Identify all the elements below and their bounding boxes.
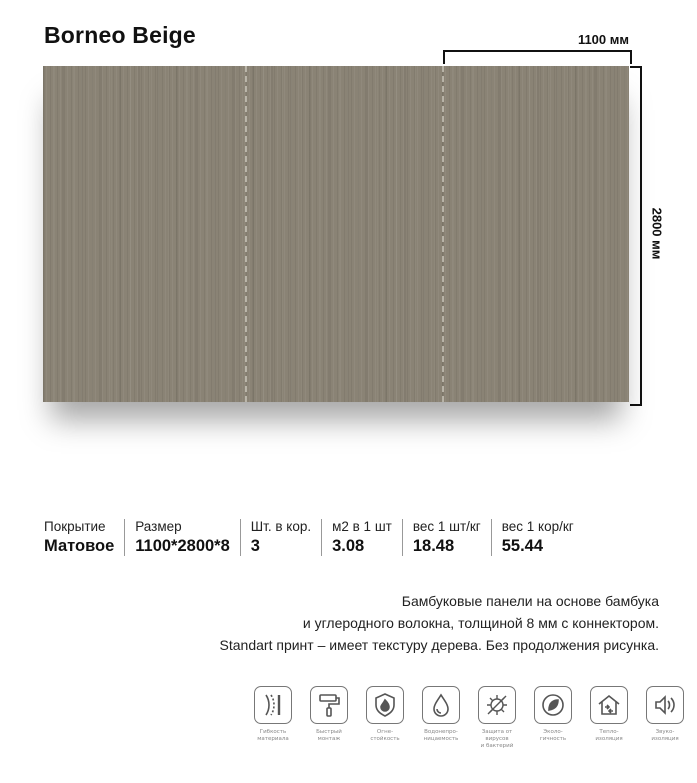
- product-panel-image: [43, 66, 629, 402]
- spec-value: 3.08: [332, 537, 365, 555]
- feature-thermal: [582, 686, 636, 750]
- width-dimension-label: 1100 мм: [577, 32, 629, 47]
- feature-sound: [638, 686, 692, 750]
- eco-icon: [534, 686, 572, 724]
- height-dimension-line: [630, 66, 642, 406]
- fire-shield-icon: [366, 686, 404, 724]
- panel-seam: [442, 66, 444, 402]
- spec-area-per-piece: [321, 519, 402, 556]
- spec-label: Шт. в кор.: [250, 519, 312, 534]
- feature-eco: [526, 686, 580, 750]
- feature-fire-resistance: [358, 686, 412, 750]
- flexibility-icon: [254, 686, 292, 724]
- feature-label: Тепло- изоляция: [595, 729, 623, 742]
- spec-value: Матовое: [44, 537, 115, 555]
- feature-flexibility: [246, 686, 300, 750]
- spec-value: 55.44: [501, 537, 544, 555]
- description-line: и углеродного волокна, толщиной 8 мм с коннектором.: [302, 615, 659, 631]
- feature-label: Огне- стойкость: [370, 729, 400, 742]
- spec-label: вес 1 шт/кг: [412, 519, 481, 534]
- feature-icons: [246, 686, 692, 750]
- panel-texture: [43, 66, 629, 402]
- feature-waterproof: [414, 686, 468, 750]
- panel-seam: [245, 66, 247, 402]
- product-title: Borneo Beige: [44, 22, 196, 48]
- spec-label: м2 в 1 шт: [332, 519, 392, 534]
- feature-label: Защита от вирусов и бактерий: [480, 729, 514, 749]
- spec-size: [124, 519, 240, 556]
- feature-label: Быстрый монтаж: [316, 729, 342, 742]
- spec-value: 18.48: [412, 537, 455, 555]
- spec-weight-per-box: [491, 519, 584, 556]
- description-line: Бамбуковые панели на основе бамбука: [401, 593, 659, 609]
- feature-antiviral: [470, 686, 524, 750]
- spec-value: 3: [250, 537, 260, 555]
- feature-label: Звуко- изоляция: [651, 729, 679, 742]
- spec-value: 1100*2800*8: [135, 537, 230, 555]
- spec-label: вес 1 кор/кг: [501, 519, 574, 534]
- virus-protection-icon: [478, 686, 516, 724]
- width-dimension-line: [443, 50, 632, 64]
- feature-label: Водонепро- ницаемость: [423, 729, 459, 742]
- thermal-insulation-icon: [590, 686, 628, 724]
- specs-table: [44, 519, 584, 556]
- feature-label: Гибкость материала: [257, 729, 289, 742]
- description-line: Standart принт – имеет текстуру дерева. Без продолжения рисунка.: [219, 637, 659, 653]
- product-description: [220, 590, 659, 656]
- feature-quick-install: [302, 686, 356, 750]
- spec-pieces-per-box: [240, 519, 321, 556]
- spec-label: Размер: [135, 519, 182, 534]
- spec-label: Покрытие: [44, 519, 106, 534]
- paint-roller-icon: [310, 686, 348, 724]
- water-drop-icon: [422, 686, 460, 724]
- spec-weight-per-piece: [402, 519, 491, 556]
- sound-insulation-icon: [646, 686, 684, 724]
- height-dimension-label: 2800 мм: [649, 207, 665, 260]
- spec-coating: [44, 519, 124, 556]
- feature-label: Эколо- гичность: [539, 729, 567, 742]
